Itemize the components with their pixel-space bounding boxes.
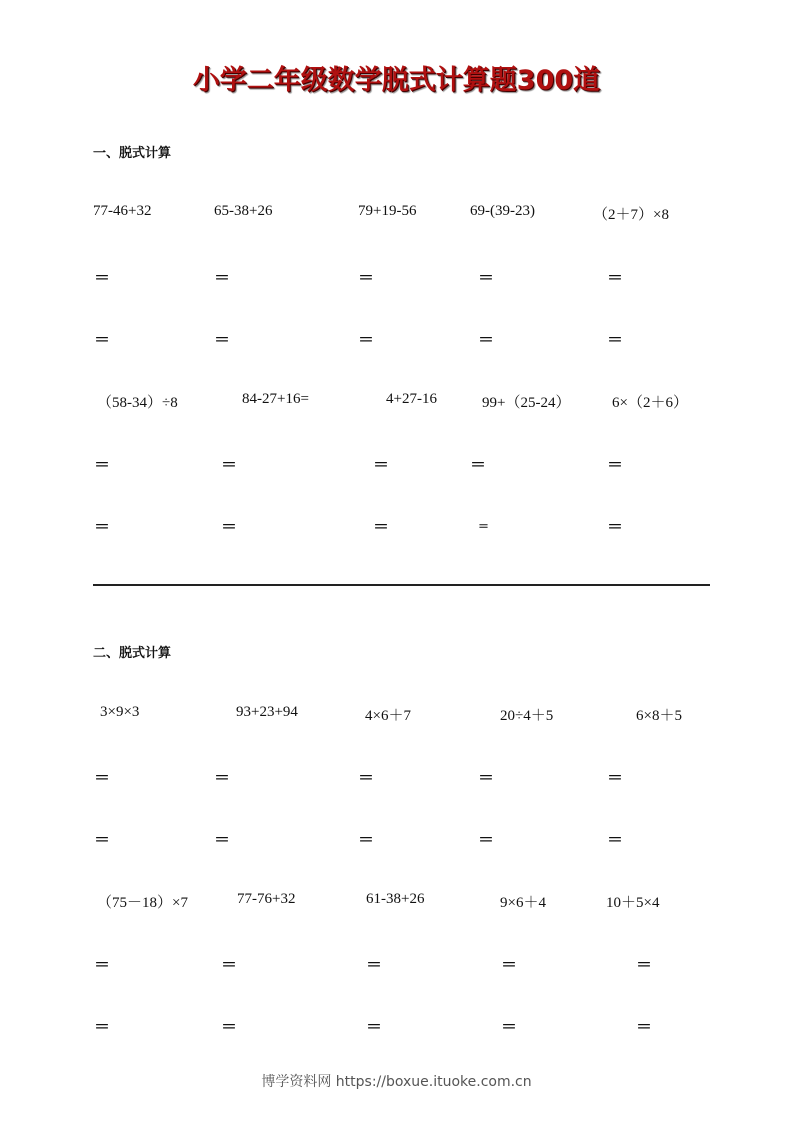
equals-sign: ＝: [607, 457, 624, 474]
problem: 84-27+16=: [242, 391, 309, 407]
problem: 79+19-56: [358, 203, 417, 219]
section-divider: [93, 584, 710, 586]
answer-row: [0, 1014, 793, 1034]
answer-row: [0, 265, 793, 285]
equals-sign: ＝: [94, 1019, 111, 1036]
problem: 4×6＋7: [365, 708, 411, 724]
equals-sign: ＝: [94, 270, 111, 287]
equals-sign: ＝: [470, 457, 487, 474]
problem: （75－18）×7: [97, 895, 188, 911]
problem-row: [0, 203, 793, 223]
equals-sign: ＝: [366, 1019, 383, 1036]
equals-sign: ＝: [501, 1019, 518, 1036]
equals-sign: ＝: [221, 519, 238, 536]
equals-sign: ＝: [358, 770, 375, 787]
equals-sign: ＝: [214, 270, 231, 287]
equals-sign: ＝: [478, 521, 489, 533]
answer-row: [0, 514, 793, 534]
answer-row: [0, 452, 793, 472]
equals-sign: ＝: [607, 770, 624, 787]
equals-sign: ＝: [94, 519, 111, 536]
problem: 77-76+32: [237, 891, 296, 907]
section-heading: 一、脱式计算: [93, 146, 172, 161]
equals-sign: ＝: [478, 270, 495, 287]
problem: 20÷4＋5: [500, 708, 554, 724]
problem: 6×（2＋6）: [612, 395, 688, 411]
problem: 10＋5×4: [606, 895, 660, 911]
problem-row: [0, 704, 793, 724]
equals-sign: ＝: [607, 270, 624, 287]
equals-sign: ＝: [94, 832, 111, 849]
answer-row: [0, 327, 793, 347]
problem: 61-38+26: [366, 891, 425, 907]
equals-sign: ＝: [214, 332, 231, 349]
equals-sign: ＝: [358, 832, 375, 849]
equals-sign: ＝: [214, 770, 231, 787]
equals-sign: ＝: [636, 1019, 653, 1036]
problem-row: [0, 891, 793, 911]
equals-sign: ＝: [214, 832, 231, 849]
page-title: 小学二年级数学脱式计算题300道: [192, 65, 601, 96]
equals-sign: ＝: [607, 332, 624, 349]
problem: （58-34）÷8: [97, 395, 178, 411]
equals-sign: ＝: [358, 332, 375, 349]
equals-sign: ＝: [366, 957, 383, 974]
equals-sign: ＝: [373, 519, 390, 536]
equals-sign: ＝: [221, 1019, 238, 1036]
equals-sign: ＝: [358, 270, 375, 287]
problem: 6×8＋5: [636, 708, 682, 724]
equals-sign: ＝: [478, 770, 495, 787]
problem: 9×6＋4: [500, 895, 546, 911]
answer-row: [0, 952, 793, 972]
problem: 77-46+32: [93, 203, 152, 219]
problem: 4+27-16: [386, 391, 437, 407]
problem: 69-(39-23): [470, 203, 535, 219]
equals-sign: ＝: [636, 957, 653, 974]
problem: 3×9×3: [100, 704, 140, 720]
equals-sign: ＝: [221, 957, 238, 974]
section-heading: 二、脱式计算: [93, 646, 172, 661]
equals-sign: ＝: [607, 832, 624, 849]
equals-sign: ＝: [478, 332, 495, 349]
equals-sign: ＝: [373, 457, 390, 474]
problem: 99+（25-24）: [482, 395, 571, 411]
equals-sign: ＝: [501, 957, 518, 974]
problem: 93+23+94: [236, 704, 298, 720]
footer-watermark: 博学资料网 https://boxue.ituoke.com.cn: [261, 1074, 532, 1090]
answer-row: [0, 765, 793, 785]
equals-sign: ＝: [94, 770, 111, 787]
equals-sign: ＝: [221, 457, 238, 474]
problem: 65-38+26: [214, 203, 273, 219]
problem: （2＋7）×8: [593, 207, 669, 223]
equals-sign: ＝: [94, 457, 111, 474]
equals-sign: ＝: [607, 519, 624, 536]
answer-row: [0, 827, 793, 847]
equals-sign: ＝: [94, 957, 111, 974]
equals-sign: ＝: [94, 332, 111, 349]
problem-row: [0, 391, 793, 411]
equals-sign: ＝: [478, 832, 495, 849]
